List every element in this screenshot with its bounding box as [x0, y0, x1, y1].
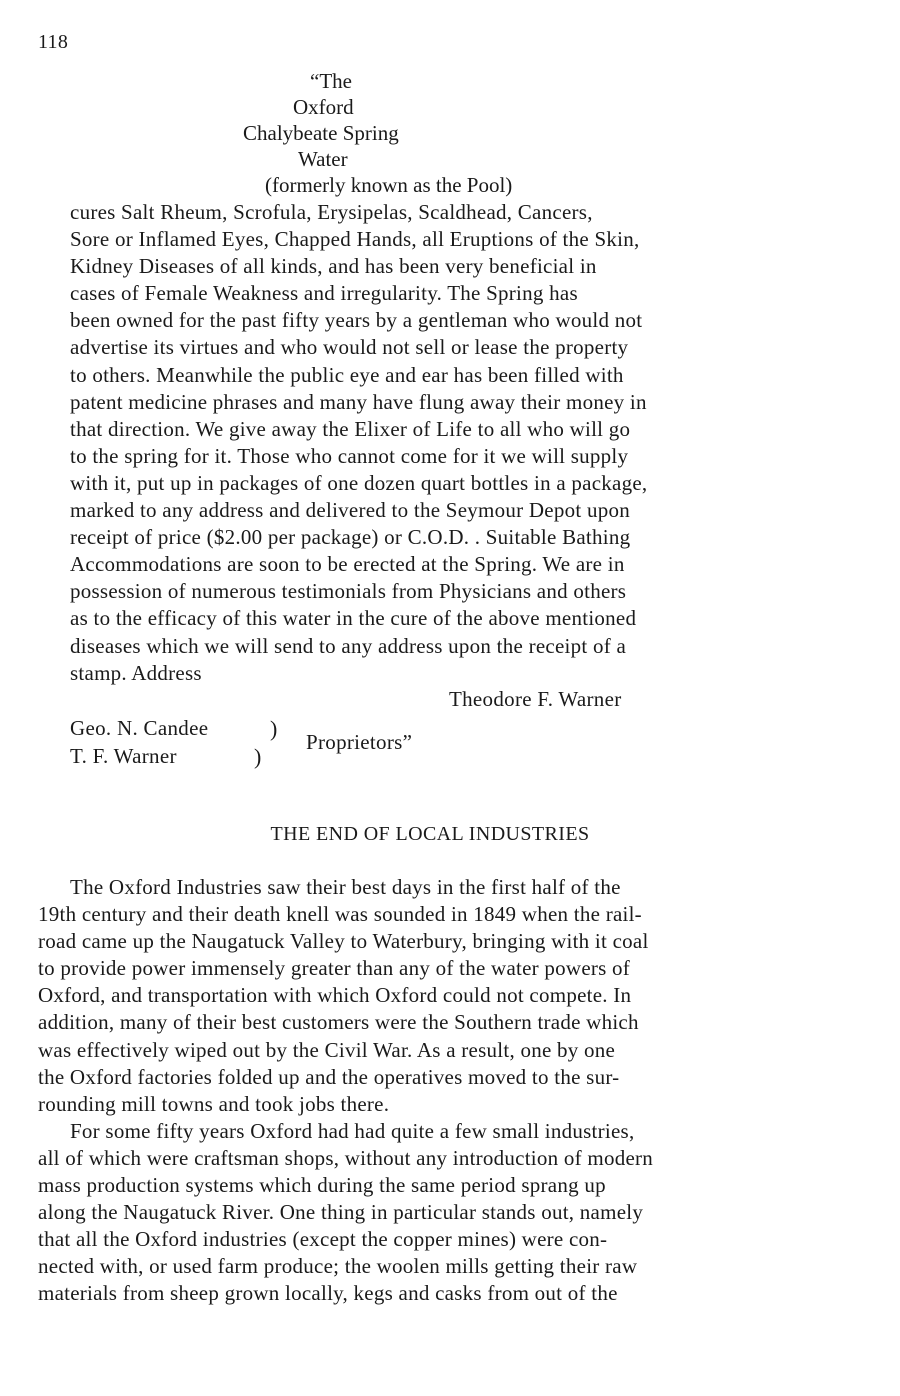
body-line: as to the efficacy of this water in the cure of the above mentioned	[70, 606, 637, 631]
body-line: possession of numerous testimonials from Physicians and others	[70, 579, 627, 604]
paragraph-line: the Oxford factories folded up and the operatives moved to the sur-	[38, 1064, 620, 1089]
bracket: )	[270, 716, 278, 741]
proprietors-block	[70, 715, 570, 775]
paragraph-line: addition, many of their best customers were the Southern trade which	[38, 1010, 639, 1035]
body-line: marked to any address and delivered to the Seymour Depot upon	[70, 498, 630, 523]
paragraph-line: all of which were craftsman shops, without any introduction of modern	[38, 1145, 654, 1170]
paragraph-line: materials from sheep grown locally, kegs and casks from out of the	[38, 1281, 618, 1306]
body-line: stamp. Address	[70, 660, 202, 685]
section-body	[38, 874, 838, 1308]
heading-line: (formerly known as the Pool)	[265, 173, 513, 197]
heading-line: Oxford	[293, 95, 354, 119]
paragraph-line: 19th century and their death knell was sounded in 1849 when the rail-	[38, 902, 642, 927]
body-line: been owned for the past fifty years by a gentleman who would not	[70, 308, 643, 333]
bracket: )	[254, 744, 262, 769]
body-line: Sore or Inflamed Eyes, Chapped Hands, all Eruptions of the Skin,	[70, 227, 640, 252]
body-line: Kidney Diseases of all kinds, and has been very beneficial in	[70, 254, 597, 279]
body-line: to others. Meanwhile the public eye and ear has been filled with	[70, 362, 624, 387]
paragraph-line: For some fifty years Oxford had had quite a few small industries,	[70, 1118, 635, 1143]
paragraph-line: Oxford, and transportation with which Oxford could not compete. In	[38, 983, 632, 1008]
paragraph-line: mass production systems which during the same period sprang up	[38, 1173, 606, 1198]
heading-line: Chalybeate Spring	[243, 121, 399, 145]
paragraph-line: The Oxford Industries saw their best days in the first half of the	[70, 875, 621, 899]
body-line: diseases which we will send to any address upon the receipt of a	[70, 633, 627, 658]
body-line: Accommodations are soon to be erected at the Spring. We are in	[70, 552, 625, 577]
page-number: 118	[38, 31, 69, 53]
paragraph-line: road came up the Naugatuck Valley to Waterbury, bringing with it coal	[38, 929, 649, 954]
section-title: THE END OF LOCAL INDUSTRIES	[270, 823, 590, 845]
advertisement-body	[70, 199, 840, 687]
body-line: receipt of price ($2.00 per package) or C.O.D. . Suitable Bathing	[70, 525, 631, 550]
paragraph-line: to provide power immensely greater than any of the water powers of	[38, 956, 631, 981]
body-line: cures Salt Rheum, Scrofula, Erysipelas, Scaldhead, Cancers,	[70, 200, 593, 224]
proprietor-name: Geo. N. Candee	[70, 716, 209, 740]
body-line: patent medicine phrases and many have flung away their money in	[70, 389, 647, 414]
signature: Theodore F. Warner	[449, 687, 622, 711]
heading-line: “The	[310, 69, 352, 93]
paragraph-line: nected with, or used farm produce; the woolen mills getting their raw	[38, 1254, 638, 1279]
body-line: that direction. We give away the Elixer of Life to all who will go	[70, 416, 631, 441]
paragraph-line: along the Naugatuck River. One thing in particular stands out, namely	[38, 1200, 644, 1225]
paragraph-line: that all the Oxford industries (except the copper mines) were con-	[38, 1227, 608, 1252]
proprietor-name: T. F. Warner	[70, 744, 177, 768]
body-line: cases of Female Weakness and irregularity. The Spring has	[70, 281, 578, 306]
heading-line: Water	[298, 147, 348, 171]
body-line: to the spring for it. Those who cannot come for it we will supply	[70, 443, 629, 468]
paragraph-line: rounding mill towns and took jobs there.	[38, 1091, 390, 1116]
paragraph-line: was effectively wiped out by the Civil War. As a result, one by one	[38, 1037, 616, 1062]
body-line: advertise its virtues and who would not sell or lease the property	[70, 335, 629, 360]
body-line: with it, put up in packages of one dozen quart bottles in a package,	[70, 470, 648, 495]
proprietors-label: Proprietors”	[306, 730, 413, 754]
